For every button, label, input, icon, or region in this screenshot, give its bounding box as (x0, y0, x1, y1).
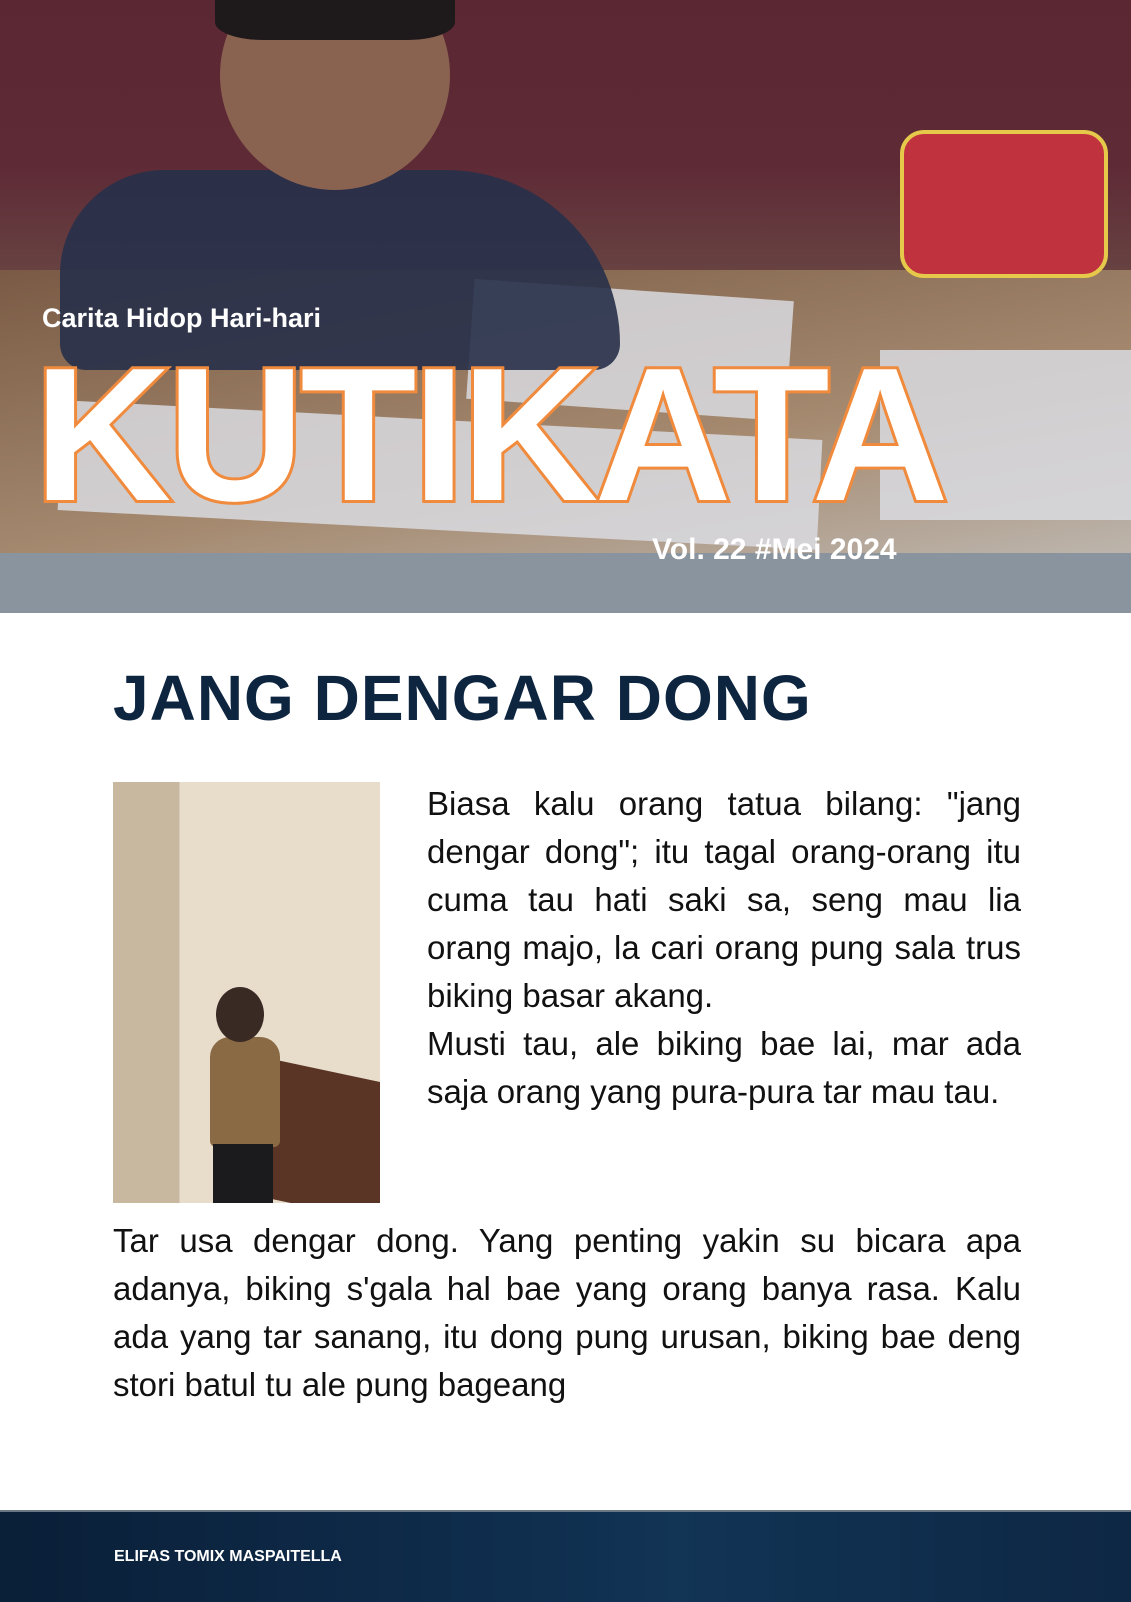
photo-child-hair (215, 0, 455, 40)
photo-child-head (216, 987, 264, 1042)
article-photo (113, 782, 380, 1203)
issue-volume: Vol. 22 #Mei 2024 (652, 533, 897, 566)
article-full-width (113, 1203, 1021, 1409)
header-band (0, 553, 1131, 613)
author-name: ELIFAS TOMIX MASPAITELLA (114, 1548, 342, 1565)
article-column (427, 780, 1021, 1116)
article-paragraph: Biasa kalu orang tatua bilang: "jang dengar dong"; itu tagal orang-orang itu cuma tau hati saki sa, seng mau lia orang majo, la cari orang pung sala trus biking basar akang. (427, 785, 1021, 1014)
article-paragraph: Musti tau, ale biking bae lai, mar ada saja orang yang pura-pura tar mau tau. (427, 1025, 1021, 1110)
article-paragraph: Tar usa dengar dong. Yang penting yakin su bicara apa adanya, biking s'gala hal bae yang orang banya rasa. Kalu ada yang tar sanang, itu dong pung urusan, biking bae deng stori batul tu ale pung bageang (113, 1222, 1021, 1403)
article-title: JANG DENGAR DONG (113, 662, 812, 734)
magazine-brand: KUTIKATA (34, 329, 945, 541)
photo-child-body (210, 1037, 280, 1147)
tagline: Carita Hidop Hari-hari (42, 303, 322, 333)
article-body (113, 780, 1021, 1409)
photo-railing (263, 1057, 380, 1203)
photo-child-legs (213, 1144, 273, 1203)
photo-pencil-case (900, 130, 1108, 278)
